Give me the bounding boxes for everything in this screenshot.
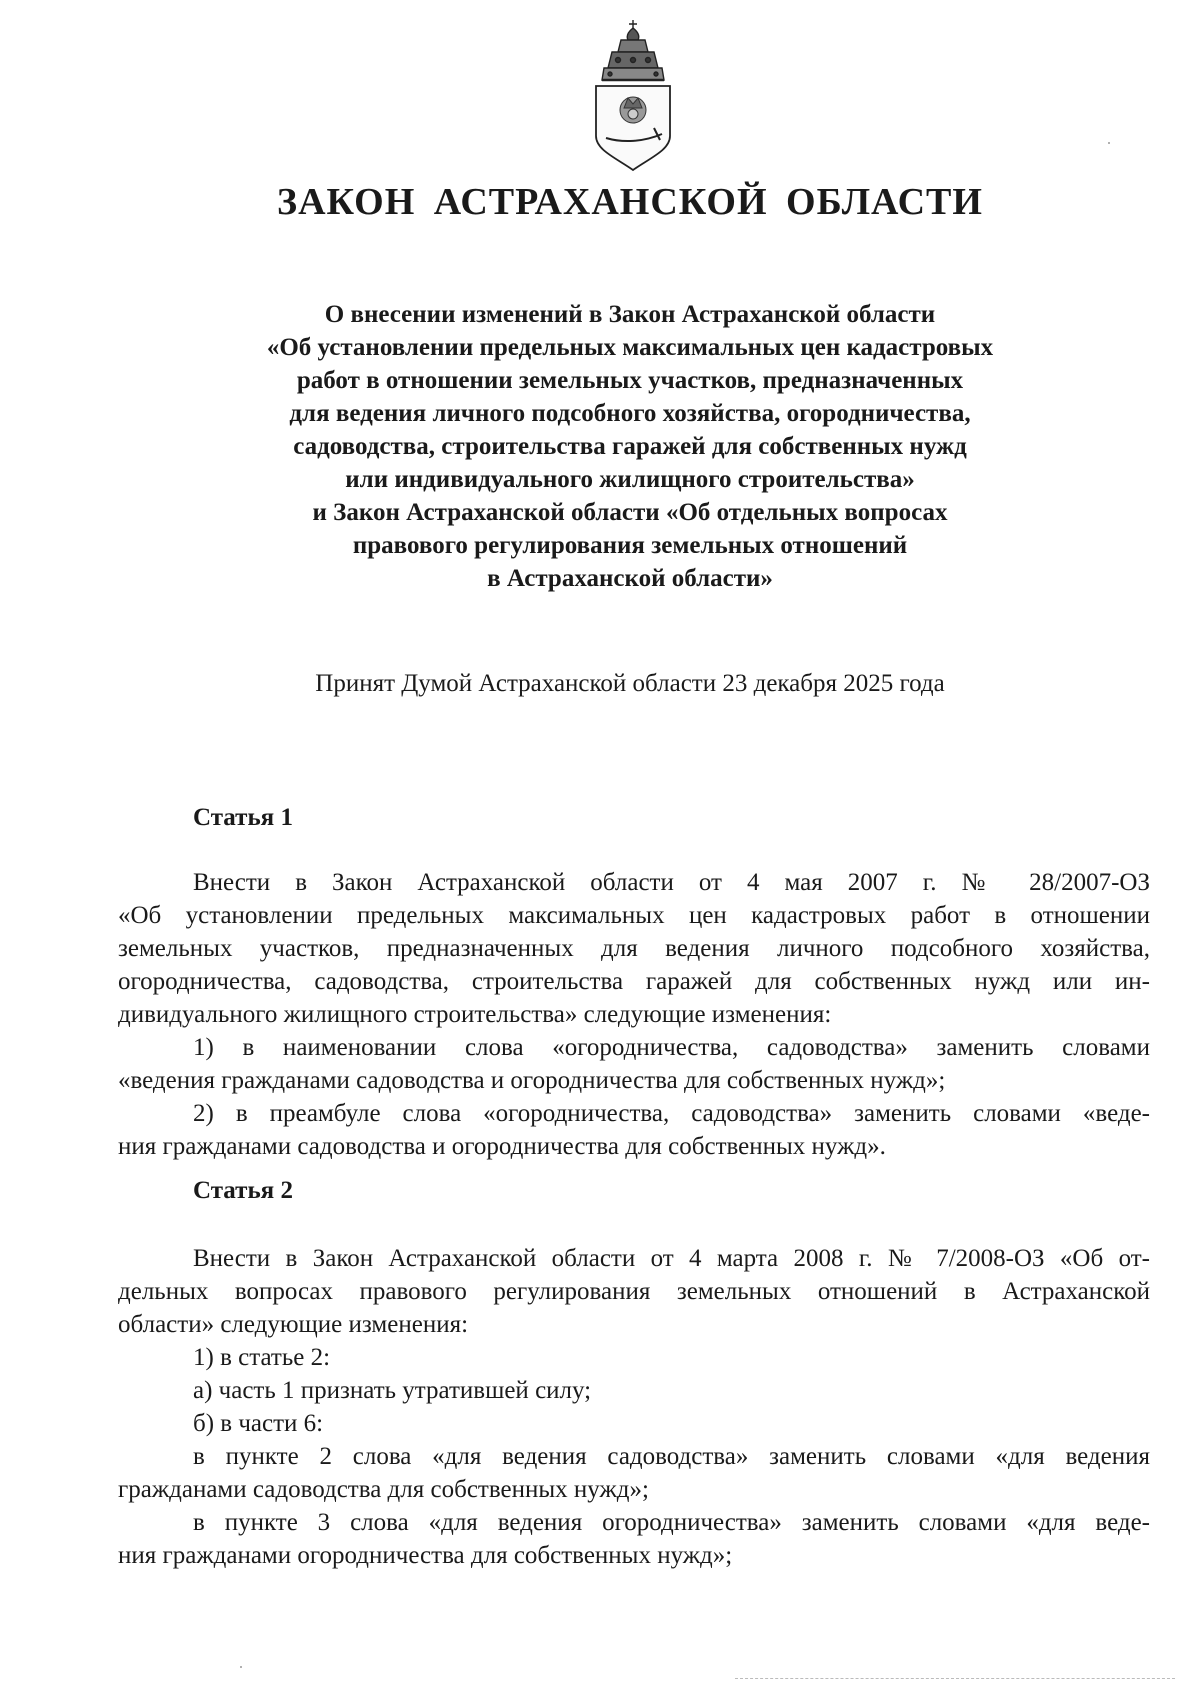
- scan-speck: [1108, 142, 1110, 144]
- article-2-heading: Статья 2: [193, 1177, 293, 1204]
- paragraph-line: 1) в наименовании слова «огородничества, садоводства» заменить словами: [193, 1034, 1150, 1061]
- paragraph-line: в пункте 2 слова «для ведения садоводства» заменить словами «для ведения: [193, 1443, 1150, 1470]
- paragraph-line: ния гражданами огородничества для собственных нужд»;: [118, 1542, 733, 1569]
- subject-line: или индивидуального жилищного строительства»: [345, 466, 915, 493]
- subject-line: работ в отношении земельных участков, предназначенных: [296, 367, 964, 394]
- article-2-body: [118, 1242, 1150, 1572]
- subject-line: правового регулирования земельных отношений: [352, 532, 908, 559]
- paragraph-line: «Об установлении предельных максимальных цен кадастровых работ в отношении: [118, 902, 1150, 929]
- article-1-heading: Статья 1: [193, 804, 293, 831]
- paragraph-line: Внести в Закон Астраханской области от 4 мая 2007 г. № 28/2007-ОЗ: [193, 869, 1150, 896]
- document-title: ЗАКОН АСТРАХАНСКОЙ ОБЛАСТИ: [277, 181, 983, 223]
- paragraph-line: области» следующие изменения:: [118, 1311, 469, 1338]
- paragraph-line: «ведения гражданами садоводства и огородничества для собственных нужд»;: [118, 1067, 946, 1094]
- paragraph-line: 1) в статье 2:: [193, 1344, 331, 1371]
- paragraph-line: б) в части 6:: [193, 1410, 324, 1437]
- subject-line: О внесении изменений в Закон Астраханской области: [324, 301, 936, 328]
- subject-line: для ведения личного подсобного хозяйства, огородничества,: [289, 400, 971, 427]
- paragraph-line: 2) в преамбуле слова «огородничества, садоводства» заменить словами «веде-: [193, 1100, 1150, 1127]
- paragraph-line: огородничества, садоводства, строительства гаражей для собственных нужд или ин-: [118, 968, 1150, 995]
- paragraph-line: а) часть 1 признать утратившей силу;: [193, 1377, 592, 1404]
- subject-line: «Об установлении предельных максимальных цен кадастровых: [266, 334, 994, 361]
- subject-line: и Закон Астраханской области «Об отдельных вопросах: [312, 499, 948, 526]
- subject-line: садоводства, строительства гаражей для собственных нужд: [293, 433, 967, 460]
- paragraph-line: Внести в Закон Астраханской области от 4 марта 2008 г. № 7/2008-ОЗ «Об от-: [193, 1245, 1150, 1272]
- page-bottom-rule: [735, 1678, 1175, 1679]
- article-1-body: [118, 866, 1150, 1163]
- astrakhan-coat-of-arms-icon: [588, 18, 678, 173]
- paragraph-line: дивидуального жилищного строительства» следующие изменения:: [118, 1001, 832, 1028]
- law-subject: [0, 298, 1200, 595]
- paragraph-line: дельных вопросах правового регулирования земельных отношений в Астраханской: [118, 1278, 1150, 1305]
- paragraph-line: гражданами садоводства для собственных нужд»;: [118, 1476, 649, 1503]
- paragraph-line: земельных участков, предназначенных для ведения личного подсобного хозяйства,: [118, 935, 1150, 962]
- subject-line: в Астраханской области»: [487, 565, 773, 592]
- scan-speck: [240, 1666, 242, 1668]
- adoption-statement: Принят Думой Астраханской области 23 декабря 2025 года: [315, 670, 945, 697]
- paragraph-line: в пункте 3 слова «для ведения огородничества» заменить словами «для веде-: [193, 1509, 1150, 1536]
- paragraph-line: ния гражданами садоводства и огородничества для собственных нужд».: [118, 1133, 886, 1160]
